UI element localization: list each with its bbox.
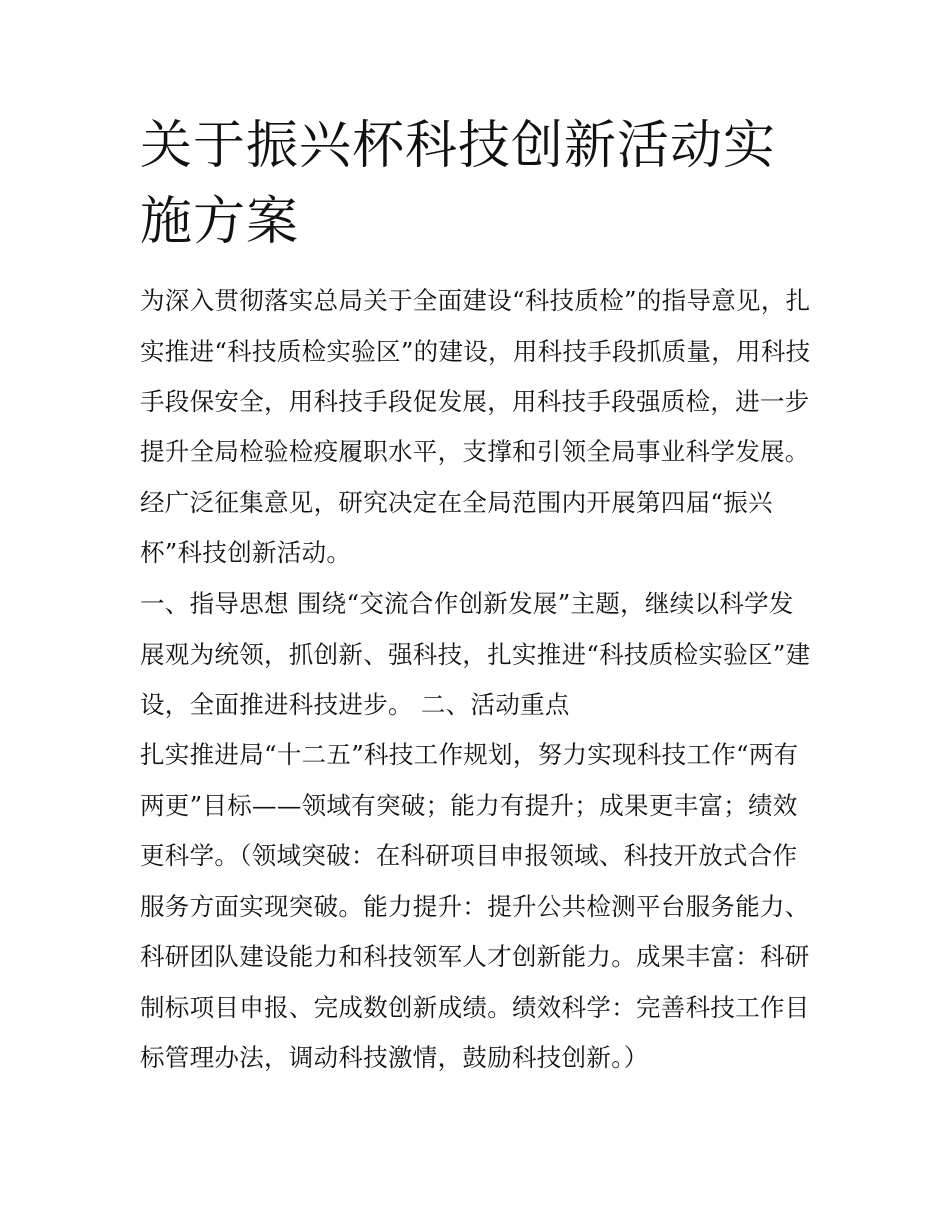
body-line: 服务方面实现突破。能力提升：提升公共检测平台服务能力、 <box>140 892 810 921</box>
body-line: 杯”科技创新活动。 <box>140 538 352 567</box>
body-line: 经广泛征集意见，研究决定在全局范围内开展第四届“振兴 <box>140 488 773 517</box>
body-line: 扎实推进局“十二五”科技工作规划，努力实现科技工作“两有 <box>140 740 799 769</box>
body-line: 展观为统领，抓创新、强科技，扎实推进“科技质检实验区”建 <box>140 640 811 669</box>
body-line: 为深入贯彻落实总局关于全面建设“科技质检”的指导意见，扎 <box>140 286 811 315</box>
body-line: 一、指导思想 围绕“交流合作创新发展”主题，继续以科学发 <box>140 589 794 618</box>
body-line: 设，全面推进科技进步。 二、活动重点 <box>140 690 570 719</box>
body-line: 更科学。（领域突破：在科研项目申报领域、科技开放式合作 <box>140 841 798 870</box>
body-line: 科研团队建设能力和科技领军人才创新能力。成果丰富：科研 <box>140 942 810 971</box>
body-line: 两更”目标——领域有突破；能力有提升；成果更丰富；绩效 <box>140 791 798 820</box>
body-line: 制标项目申报、完成数创新成绩。绩效科学：完善科技工作目 <box>140 993 810 1022</box>
body-line: 手段保安全，用科技手段促发展，用科技手段强质检，进一步 <box>140 387 810 416</box>
body-line: 实推进“科技质检实验区”的建设，用科技手段抓质量，用科技 <box>140 337 811 366</box>
body-line: 标管理办法，调动科技激情，鼓励科技创新。） <box>140 1043 649 1072</box>
document-title: 关于振兴杯科技创新活动实施方案 <box>140 116 777 252</box>
body-line: 提升全局检验检疫履职水平，支撑和引领全局事业科学发展。 <box>140 437 810 466</box>
